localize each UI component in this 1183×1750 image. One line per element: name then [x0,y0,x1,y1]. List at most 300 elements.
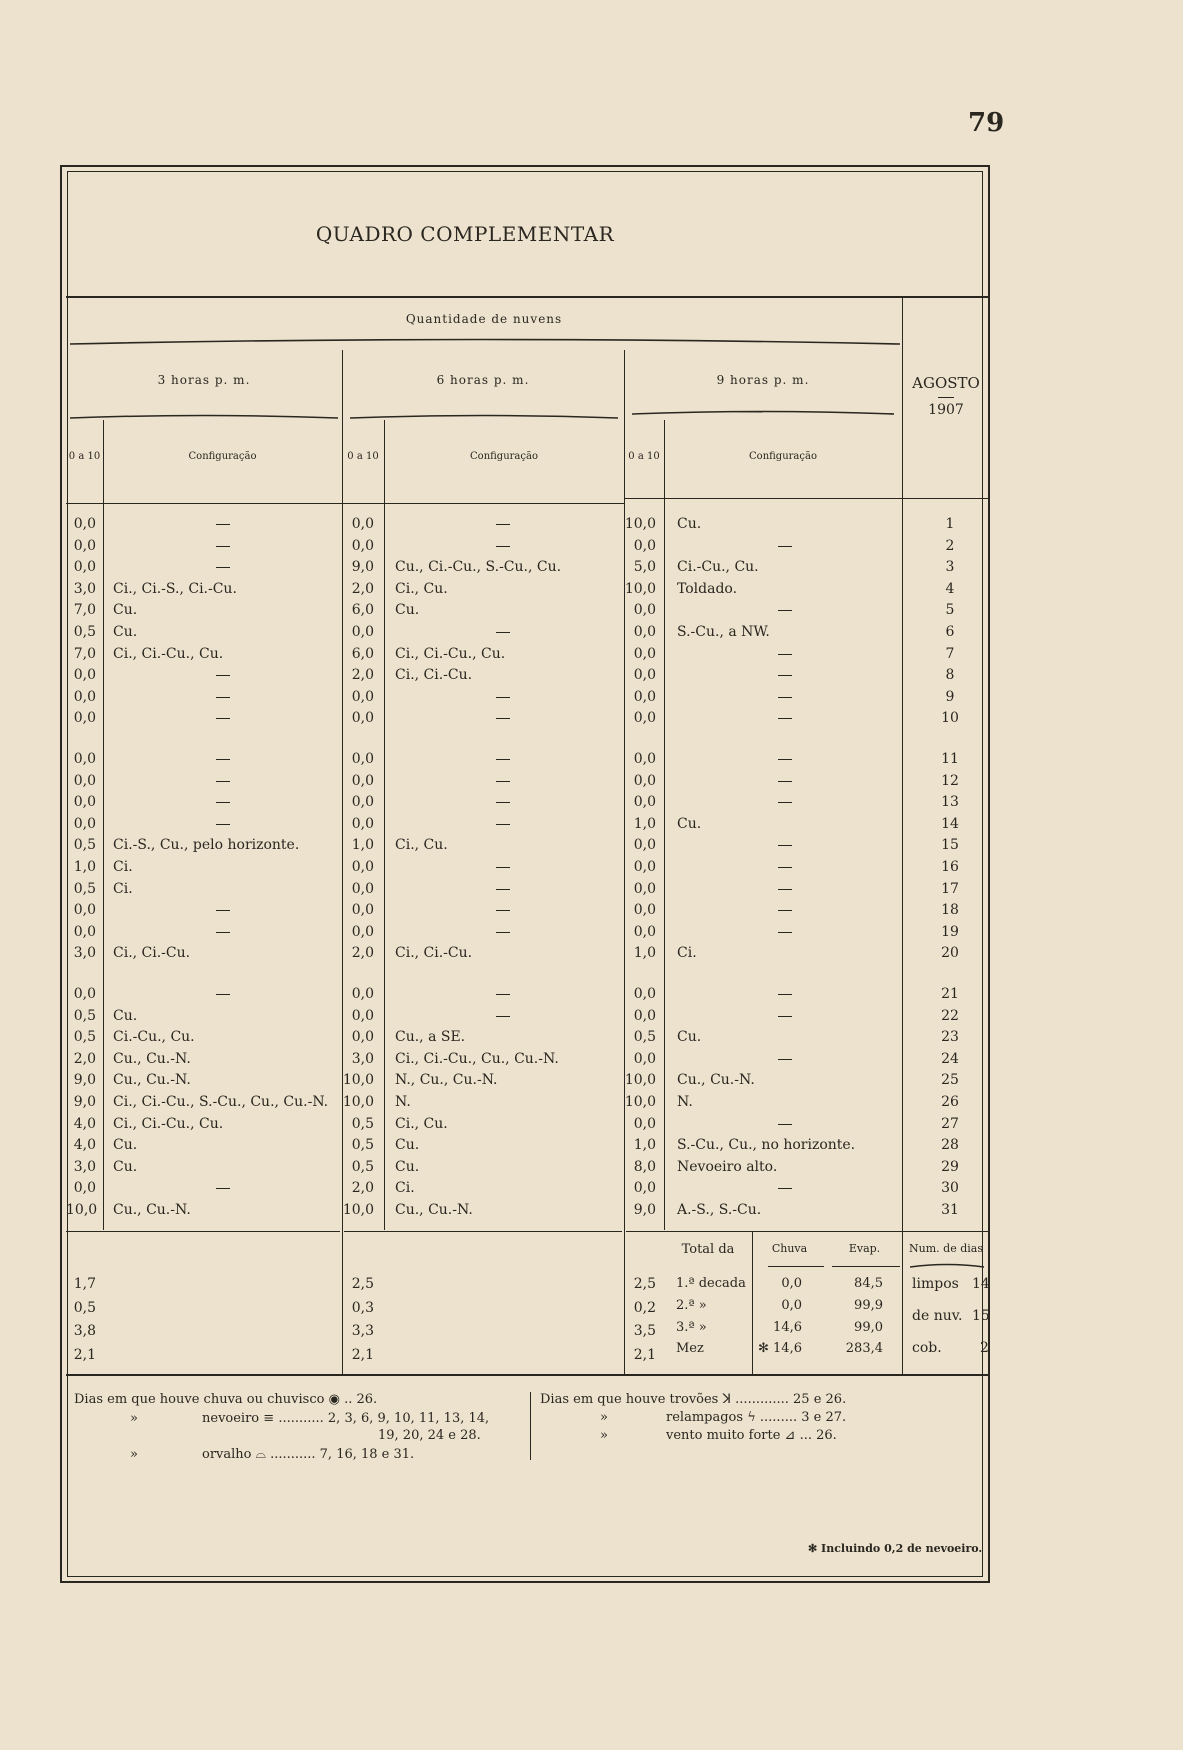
amount-6pm: 0,0 [351,538,374,554]
amount-6pm: 6,0 [351,646,374,662]
table-row [0,1159,1183,1177]
table-row [0,986,1183,1004]
totals-period-label: 1.ª decada [676,1276,746,1291]
amount-3pm: 3,0 [73,945,96,961]
config-3pm: Ci. [113,859,133,875]
dash-9pm [778,910,792,911]
footnote: ✻ Incluindo 0,2 de nevoeiro. [808,1542,983,1555]
amount-3pm: 0,0 [73,794,96,810]
orvalho-note-days: ........... 7, 16, 18 e 31. [270,1447,415,1462]
dash-9pm [778,867,792,868]
config-9pm: Cu. [677,516,702,532]
dash-9pm [778,1016,792,1017]
amount-3pm: 4,0 [73,1116,96,1132]
dash-9pm [778,1188,792,1189]
amount-9pm: 0,0 [633,602,656,618]
orvalho-note-text: orvalho [202,1447,252,1462]
amount-3pm: 1,0 [73,859,96,875]
day-number: 24 [941,1051,959,1067]
footer-rule [66,1374,990,1376]
day-number: 1 [945,516,955,532]
amount-9pm: 0,0 [633,538,656,554]
amount-3pm: 0,0 [73,1180,96,1196]
dash-3pm [216,759,230,760]
totals-evap-value: 99,0 [854,1320,883,1335]
day-number: 21 [941,986,959,1002]
dash-3pm [216,932,230,933]
means-rule-3pm [66,1231,340,1232]
day-number: 20 [941,945,959,961]
day-number: 9 [945,689,955,705]
relampagos-note-days: ......... 3 e 27. [759,1410,847,1425]
day-number: 11 [941,751,959,767]
amount-9pm: 0,0 [633,794,656,810]
config-6pm: Cu. [395,1137,420,1153]
totals-period-label: Mez [676,1341,704,1356]
dash-6pm [496,781,510,782]
dash-6pm [496,759,510,760]
header-bottom-month [902,498,990,499]
mean-a3-1: 0,5 [73,1300,96,1316]
amount-6pm: 0,0 [351,859,374,875]
day-number: 31 [941,1202,959,1218]
num-dias-swash [910,1262,984,1266]
amount-9pm: 0,0 [633,689,656,705]
config-3pm: Ci., Ci.-Cu., S.-Cu., Cu., Cu.-N. [113,1094,329,1110]
amount-9pm: 0,0 [633,1116,656,1132]
amount-6pm: 0,5 [351,1159,374,1175]
amount-3pm: 0,5 [73,881,96,897]
period-9pm: 9 horas p. m. [716,373,810,387]
amount-6pm: 0,0 [351,689,374,705]
config-3pm: Ci., Ci.-Cu., Cu. [113,646,224,662]
amount-9pm: 0,0 [633,1180,656,1196]
header-bottom-6pm [342,503,624,504]
means-rule-6pm [344,1231,622,1232]
orvalho-prefix: » [130,1447,138,1462]
nuv-value: 15 [972,1308,990,1324]
dash-3pm [216,1188,230,1189]
amount-3pm: 9,0 [73,1072,96,1088]
config-6pm: N. [395,1094,411,1110]
month-year-rule [938,397,954,398]
num-dias-header: Num. de dias [909,1242,983,1255]
amount-3pm: 7,0 [73,646,96,662]
mean-a9-1: 0,2 [633,1300,656,1316]
dash-6pm [496,697,510,698]
amount-6pm: 0,0 [351,624,374,640]
footer-divider [530,1392,531,1460]
dash-9pm [778,994,792,995]
config-3pm: Cu. [113,1159,138,1175]
table-row [0,773,1183,791]
config-9pm: Toldado. [677,581,738,597]
config-6pm: Ci., Ci.-Cu., Cu., Cu.-N. [395,1051,559,1067]
day-number: 23 [941,1029,959,1045]
amount-9pm: 8,0 [633,1159,656,1175]
dash-6pm [496,932,510,933]
config-6pm: Ci., Ci.-Cu. [395,667,473,683]
mean-a9-3: 2,1 [633,1347,656,1363]
dash-9pm [778,802,792,803]
amount-6pm: 0,0 [351,516,374,532]
table-row [0,602,1183,620]
config-3pm: Ci., Ci.-Cu. [113,945,191,961]
page-number: 79 [968,108,1005,138]
day-number: 26 [941,1094,959,1110]
totals-chuva-value: 0,0 [781,1276,802,1291]
vento-note-days: ... 26. [799,1428,837,1443]
dash-6pm [496,802,510,803]
config-6pm: Cu., a SE. [395,1029,466,1045]
config-3pm: Cu. [113,624,138,640]
table-row [0,881,1183,899]
config-header-3pm: Configuração [188,451,257,462]
period-6pm: 6 horas p. m. [436,373,530,387]
amount-9pm: 1,0 [633,945,656,961]
table-row [0,837,1183,855]
config-9pm: Nevoeiro alto. [677,1159,778,1175]
amount-6pm: 10,0 [342,1094,374,1110]
amount-3pm: 3,0 [73,1159,96,1175]
dash-6pm [496,889,510,890]
table-row [0,624,1183,642]
dash-6pm [496,867,510,868]
dash-3pm [216,567,230,568]
config-3pm: Ci. [113,881,133,897]
amount-9pm: 0,0 [633,881,656,897]
config-6pm: Cu., Ci.-Cu., S.-Cu., Cu. [395,559,562,575]
table-row [0,581,1183,599]
nevoeiro-note-text: nevoeiro [202,1411,260,1426]
limpos-label: limpos [912,1276,959,1292]
dash-3pm [216,824,230,825]
amount-9pm: 0,0 [633,986,656,1002]
nevoeiro-note-days-2: 19, 20, 24 e 28. [378,1428,481,1443]
amount-3pm: 3,0 [73,581,96,597]
table-row [0,516,1183,534]
nevoeiro-prefix: » [130,1411,138,1426]
amount-6pm: 0,0 [351,816,374,832]
chuva-header: Chuva [771,1242,808,1255]
period-swash-3 [632,409,894,413]
table-row [0,1072,1183,1090]
amount-6pm: 0,0 [351,986,374,1002]
table-row [0,646,1183,664]
cob-label: cob. [912,1340,942,1356]
dash-9pm [778,697,792,698]
table-row [0,816,1183,834]
amount-9pm: 0,0 [633,646,656,662]
period-swash-1 [70,413,338,417]
day-number: 2 [945,538,955,554]
amount-3pm: 9,0 [73,1094,96,1110]
amount-3pm: 0,0 [73,924,96,940]
dash-3pm [216,910,230,911]
mean-a6-0: 2,5 [351,1276,374,1292]
amount-6pm: 0,0 [351,773,374,789]
config-9pm: N. [677,1094,693,1110]
amount-3pm: 0,0 [73,773,96,789]
dash-9pm [778,889,792,890]
day-number: 29 [941,1159,959,1175]
dash-3pm [216,802,230,803]
amount-6pm: 0,0 [351,1008,374,1024]
dash-6pm [496,1016,510,1017]
period-swash-2 [350,413,618,417]
rain-symbol-icon: ◉ [328,1392,340,1407]
amount-9pm: 0,5 [633,1029,656,1045]
nevoeiro-note [202,1411,489,1426]
page-title: QUADRO COMPLEMENTAR [315,222,615,246]
amount-9pm: 1,0 [633,816,656,832]
amount-9pm: 10,0 [624,516,656,532]
table-row [0,751,1183,769]
config-6pm: Ci., Cu. [395,1116,448,1132]
mean-a3-0: 1,7 [73,1276,96,1292]
dew-symbol-icon: ⌓ [255,1447,266,1462]
day-number: 16 [941,859,959,875]
thunder-symbol-icon: ꓘ [722,1392,732,1407]
config-header-9pm: Configuração [749,451,817,462]
amount-6pm: 0,0 [351,710,374,726]
amount-3pm: 0,0 [73,538,96,554]
header-rule [66,296,990,298]
group-swash [70,338,900,342]
nevoeiro-note-days: ........... 2, 3, 6, 9, 10, 11, 13, 14, [278,1411,490,1426]
day-number: 7 [945,646,955,662]
amount-9pm: 0,0 [633,667,656,683]
amount-3pm: 0,0 [73,689,96,705]
evap-header: Evap. [848,1242,881,1255]
table-row [0,667,1183,685]
evap-header-rule [832,1266,900,1267]
amount-9pm: 1,0 [633,1137,656,1153]
config-9pm: Ci. [677,945,697,961]
trovoes-note-days: ............. 25 e 26. [735,1392,847,1407]
dash-3pm [216,718,230,719]
amount-3pm: 0,0 [73,559,96,575]
amount-6pm: 2,0 [351,581,374,597]
table-row [0,1029,1183,1047]
table-row [0,1051,1183,1069]
dash-3pm [216,781,230,782]
amount-6pm: 0,0 [351,751,374,767]
dash-9pm [778,781,792,782]
config-3pm: Cu., Cu.-N. [113,1051,191,1067]
amount-6pm: 0,0 [351,924,374,940]
totals-evap-value: 99,9 [854,1298,883,1313]
table-row [0,1137,1183,1155]
config-header-6pm: Configuração [470,451,538,462]
amount-9pm: 9,0 [633,1202,656,1218]
mean-a9-0: 2,5 [633,1276,656,1292]
day-number: 5 [945,602,955,618]
table-row [0,538,1183,556]
dash-3pm [216,994,230,995]
period-3pm: 3 horas p. m. [157,373,251,387]
amount-3pm: 0,0 [73,667,96,683]
config-6pm: N., Cu., Cu.-N. [395,1072,498,1088]
day-number: 22 [941,1008,959,1024]
amount-header-3pm: 0 a 10 [68,451,101,462]
amount-3pm: 0,0 [73,902,96,918]
amount-9pm: 10,0 [624,581,656,597]
dash-9pm [778,718,792,719]
config-3pm: Cu. [113,1137,138,1153]
amount-9pm: 0,0 [633,624,656,640]
amount-6pm: 2,0 [351,945,374,961]
dash-9pm [778,932,792,933]
config-3pm: Ci., Ci.-Cu., Cu. [113,1116,224,1132]
table-row [0,689,1183,707]
wind-symbol-icon: ⊿ [784,1428,796,1443]
amount-3pm: 10,0 [66,1202,98,1218]
lightning-symbol-icon: ϟ [747,1410,756,1425]
amount-6pm: 10,0 [342,1072,374,1088]
config-3pm: Cu., Cu.-N. [113,1072,191,1088]
amount-9pm: 0,0 [633,1008,656,1024]
table-row [0,902,1183,920]
amount-3pm: 0,0 [73,710,96,726]
dash-3pm [216,524,230,525]
mean-a3-2: 3,8 [73,1323,96,1339]
config-6pm: Ci., Ci.-Cu. [395,945,473,961]
config-9pm: Cu., Cu.-N. [677,1072,755,1088]
dash-6pm [496,632,510,633]
dash-6pm [496,910,510,911]
mean-a9-2: 3,5 [633,1323,656,1339]
day-number: 10 [941,710,959,726]
amount-6pm: 10,0 [342,1202,374,1218]
config-9pm: S.-Cu., Cu., no horizonte. [677,1137,856,1153]
config-6pm: Ci., Cu. [395,581,448,597]
dash-9pm [778,654,792,655]
header-bottom-9pm [624,498,902,499]
amount-header-9pm: 0 a 10 [628,451,660,462]
config-3pm: Ci.-S., Cu., pelo horizonte. [113,837,300,853]
vento-prefix: » [600,1428,608,1443]
config-9pm: Cu. [677,1029,702,1045]
relampagos-note-text: relampagos [666,1410,744,1425]
nuv-label: de nuv. [912,1308,963,1324]
dash-9pm [778,675,792,676]
trovoes-note-text: Dias em que houve trovões [540,1392,719,1407]
totals-period-label: 3.ª » [676,1320,707,1335]
amount-6pm: 6,0 [351,602,374,618]
header-bottom-3pm [66,503,342,504]
day-number: 19 [941,924,959,940]
amount-6pm: 0,5 [351,1116,374,1132]
amount-9pm: 0,0 [633,710,656,726]
totals-period-label: 2.ª » [676,1298,707,1313]
day-number: 6 [945,624,955,640]
table-row [0,794,1183,812]
day-number: 3 [945,559,955,575]
amount-6pm: 1,0 [351,837,374,853]
mean-a6-3: 2,1 [351,1347,374,1363]
day-number: 8 [945,667,955,683]
amount-header-6pm: 0 a 10 [347,451,379,462]
dash-9pm [778,1124,792,1125]
day-number: 4 [945,581,955,597]
amount-6pm: 9,0 [351,559,374,575]
mean-a3-3: 2,1 [73,1347,96,1363]
year-label: 1907 [928,402,964,418]
amount-6pm: 0,0 [351,881,374,897]
table-row [0,859,1183,877]
dash-6pm [496,524,510,525]
day-number: 27 [941,1116,959,1132]
config-6pm: Cu. [395,602,420,618]
dash-6pm [496,824,510,825]
dash-6pm [496,718,510,719]
amount-3pm: 0,5 [73,1029,96,1045]
config-9pm: S.-Cu., a NW. [677,624,770,640]
config-6pm: Cu., Cu.-N. [395,1202,473,1218]
amount-6pm: 2,0 [351,667,374,683]
vento-note [666,1428,837,1443]
config-6pm: Cu. [395,1159,420,1175]
amount-9pm: 0,0 [633,859,656,875]
table-row [0,1094,1183,1112]
amount-9pm: 0,0 [633,1051,656,1067]
config-3pm: Ci.-Cu., Cu. [113,1029,195,1045]
table-row [0,1180,1183,1198]
table-row [0,924,1183,942]
amount-9pm: 0,0 [633,773,656,789]
amount-3pm: 0,0 [73,751,96,767]
totals-chuva-value: 14,6 [773,1320,802,1335]
dash-3pm [216,697,230,698]
amount-6pm: 0,0 [351,1029,374,1045]
table-row [0,710,1183,728]
amount-3pm: 0,0 [73,516,96,532]
config-3pm: Cu., Cu.-N. [113,1202,191,1218]
totals-chuva-value: ✻ 14,6 [758,1341,802,1356]
config-6pm: Ci. [395,1180,415,1196]
amount-9pm: 5,0 [633,559,656,575]
amount-3pm: 0,0 [73,816,96,832]
amount-9pm: 0,0 [633,837,656,853]
group-label: Quantidade de nuvens [405,312,563,326]
fog-symbol-icon: ≡ [263,1411,275,1426]
chuva-note [74,1392,377,1407]
amount-9pm: 0,0 [633,902,656,918]
dash-3pm [216,546,230,547]
orvalho-note [202,1447,414,1462]
dash-9pm [778,845,792,846]
trovoes-note [540,1392,846,1407]
mean-a6-1: 0,3 [351,1300,374,1316]
day-number: 28 [941,1137,959,1153]
amount-9pm: 10,0 [624,1094,656,1110]
amount-6pm: 2,0 [351,1180,374,1196]
config-3pm: Cu. [113,1008,138,1024]
table-row [0,559,1183,577]
table-row [0,945,1183,963]
day-number: 15 [941,837,959,853]
table-row [0,1116,1183,1134]
day-number: 14 [941,816,959,832]
chuva-note-text: Dias em que houve chuva ou chuvisco [74,1392,325,1407]
amount-6pm: 0,0 [351,902,374,918]
vento-note-text: vento muito forte [666,1428,781,1443]
amount-3pm: 0,5 [73,624,96,640]
totals-header: Total da [681,1242,735,1257]
table-row [0,1202,1183,1220]
amount-6pm: 0,5 [351,1137,374,1153]
